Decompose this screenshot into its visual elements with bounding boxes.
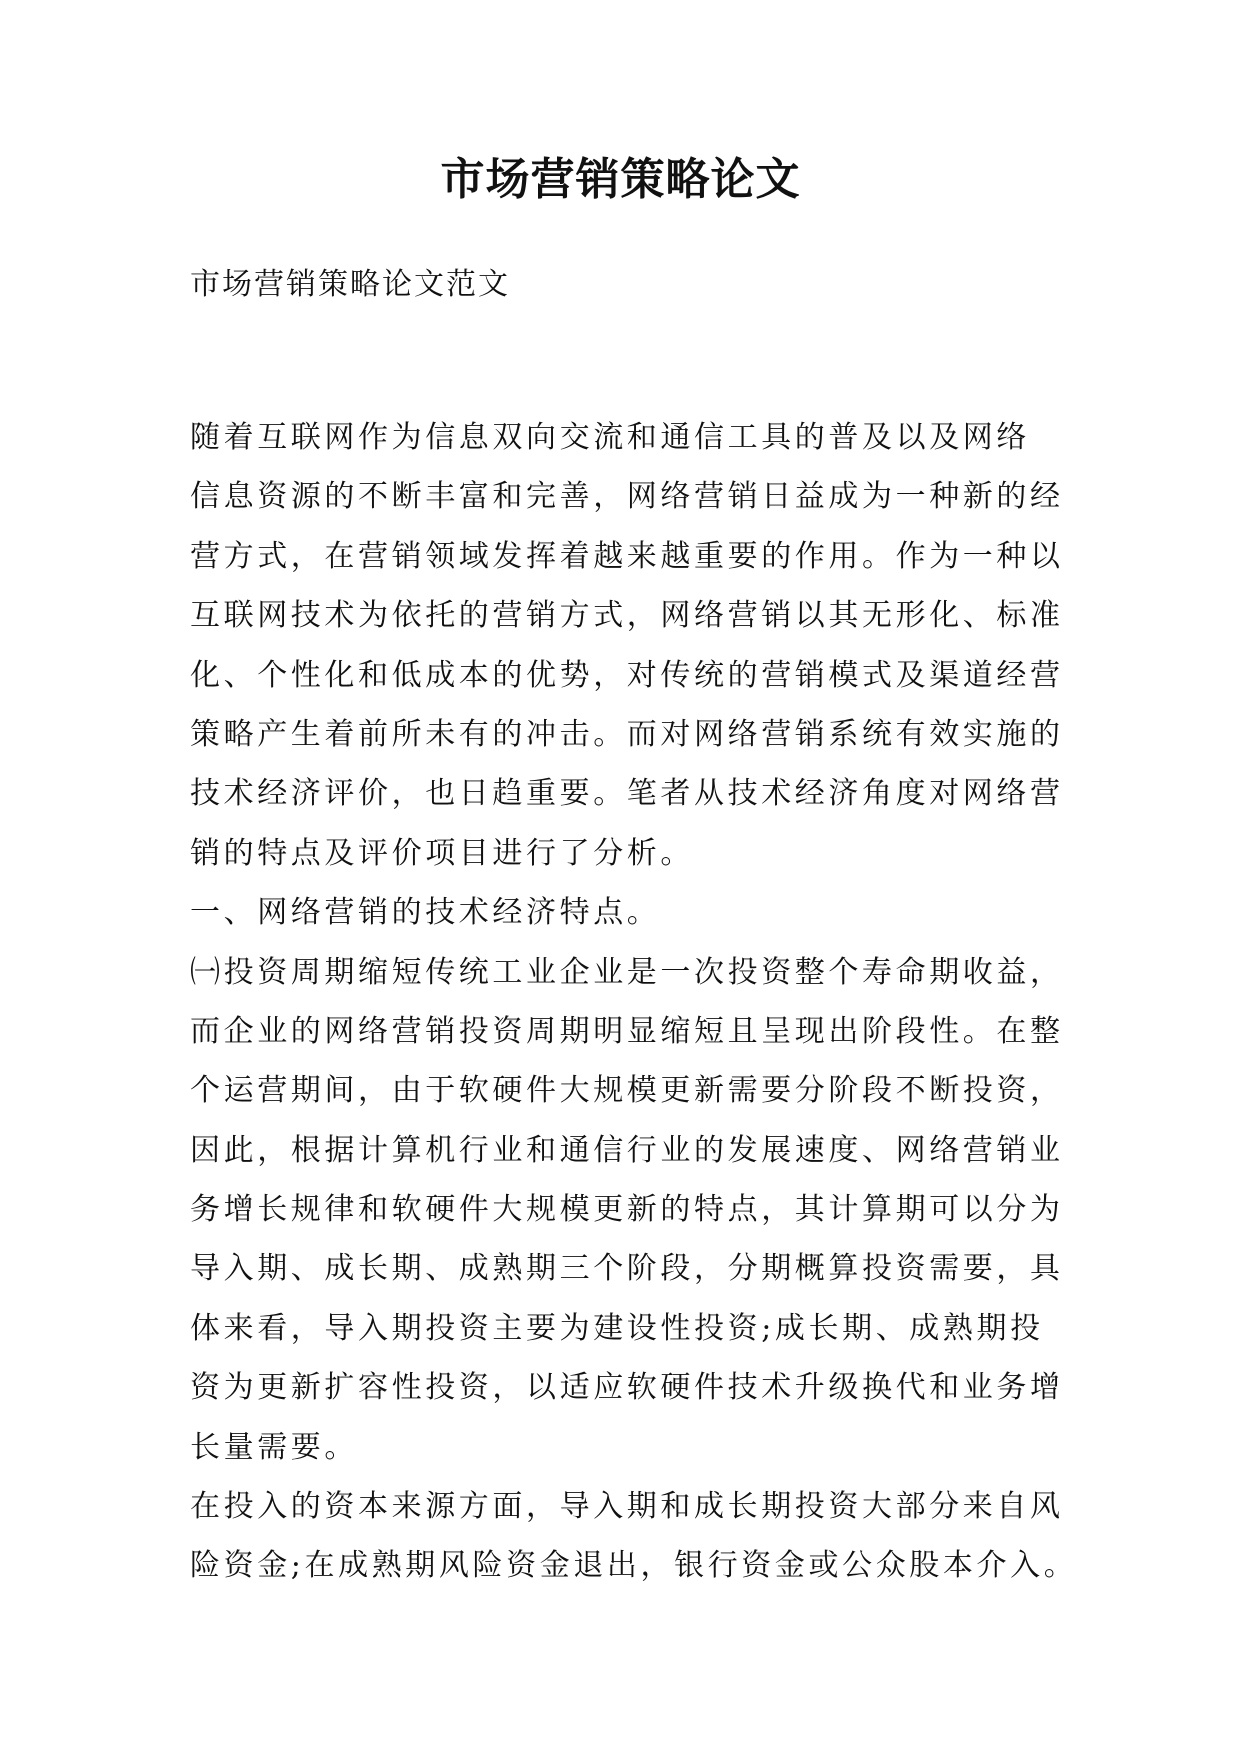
body-line: 长量需要。 — [190, 1429, 358, 1465]
body-line: 策略产生着前所未有的冲击。而对网络营销系统有效实施的 — [190, 716, 1064, 752]
body-line: 技术经济评价，也日趋重要。笔者从技术经济角度对网络营 — [190, 776, 1064, 812]
body-line: 信息资源的不断丰富和完善，网络营销日益成为一种新的经 — [190, 479, 1064, 515]
body-line: 资为更新扩容性投资，以适应软硬件技术升级换代和业务增 — [190, 1370, 1064, 1406]
section-heading: 一、网络营销的技术经济特点。 — [190, 895, 661, 931]
body-line: 随着互联网作为信息双向交流和通信工具的普及以及网络 — [190, 420, 1030, 455]
body-line: 销的特点及评价项目进行了分析。 — [190, 835, 694, 871]
body-line: ㈠投资周期缩短传统工业企业是一次投资整个寿命期收益， — [190, 954, 1064, 990]
body-line: 务增长规律和软硬件大规模更新的特点，其计算期可以分为 — [190, 1192, 1064, 1228]
document-title: 市场营销策略论文 — [440, 154, 801, 205]
body-line: 而企业的网络营销投资周期明显缩短且呈现出阶段性。在整 — [190, 1013, 1064, 1049]
body-line: 体来看，导入期投资主要为建设性投资;成长期、成熟期投 — [190, 1310, 1044, 1346]
body-line: 个运营期间，由于软硬件大规模更新需要分阶段不断投资， — [190, 1073, 1064, 1109]
body-line: 因此，根据计算机行业和通信行业的发展速度、网络营销业 — [190, 1132, 1064, 1168]
document-subtitle: 市场营销策略论文范文 — [190, 267, 510, 302]
body-line: 在投入的资本来源方面，导入期和成长期投资大部分来自风 — [190, 1489, 1064, 1525]
body-line: 化、个性化和低成本的优势，对传统的营销模式及渠道经营 — [190, 657, 1064, 693]
body-line: 营方式，在营销领域发挥着越来越重要的作用。作为一种以 — [190, 538, 1064, 574]
body-line: 险资金;在成熟期风险资金退出，银行资金或公众股本介入。 — [190, 1548, 1078, 1584]
document-body — [190, 408, 1078, 1596]
body-line: 互联网技术为依托的营销方式，网络营销以其无形化、标准 — [190, 598, 1064, 634]
body-line: 导入期、成长期、成熟期三个阶段，分期概算投资需要，具 — [190, 1251, 1064, 1287]
